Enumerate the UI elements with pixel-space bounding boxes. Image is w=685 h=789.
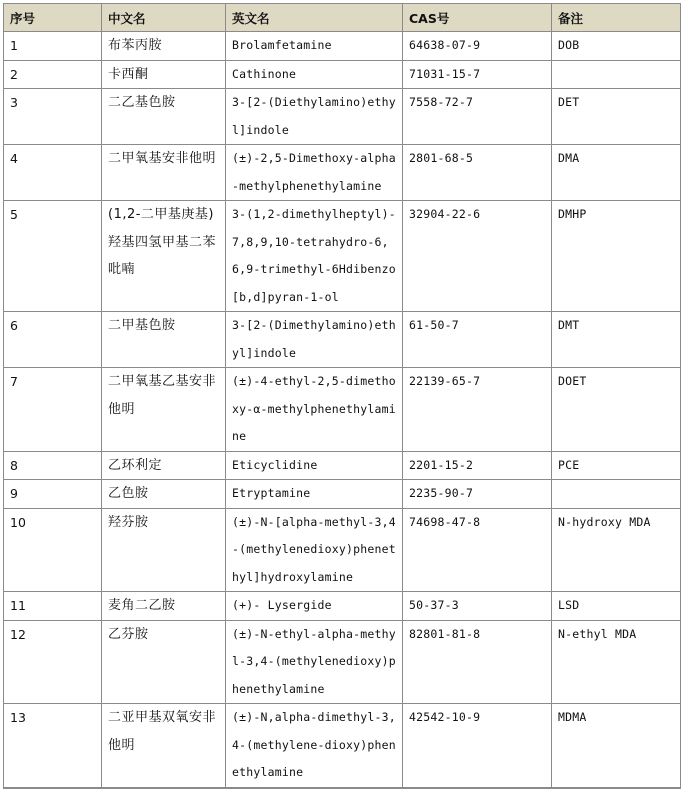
cell-no: 13 <box>4 704 102 788</box>
table-body <box>4 32 681 789</box>
cell-no <box>4 787 102 788</box>
cell-english-name: 3-[2-(Dimethylamino)ethyl]indole <box>226 312 403 368</box>
cell-note: DMT <box>552 312 681 368</box>
cell-chinese-name: 卡西酮 <box>102 60 226 89</box>
cell-chinese-name: 麦角二乙胺 <box>102 592 226 621</box>
cell-note: N-ethyl MDA <box>552 620 681 704</box>
header-row <box>4 4 681 32</box>
cell-english-name: Eticyclidine <box>226 451 403 480</box>
cell-no: 7 <box>4 368 102 452</box>
cell-cas <box>403 787 552 788</box>
cell-english-name: (±)-4-ethyl-2,5-dimethoxy-α-methylphenethylamine <box>226 368 403 452</box>
cell-cas: 2201-15-2 <box>403 451 552 480</box>
cell-no: 12 <box>4 620 102 704</box>
cell-note: PCE <box>552 451 681 480</box>
cell-chinese-name: 乙环利定 <box>102 451 226 480</box>
table-row <box>4 592 681 621</box>
drug-table <box>3 3 681 789</box>
cell-cas: 61-50-7 <box>403 312 552 368</box>
cell-cas: 71031-15-7 <box>403 60 552 89</box>
table-row <box>4 312 681 368</box>
cell-cas: 50-37-3 <box>403 592 552 621</box>
table-row <box>4 704 681 788</box>
cell-chinese-name: 二乙基色胺 <box>102 89 226 145</box>
cell-no: 8 <box>4 451 102 480</box>
table-row <box>4 60 681 89</box>
cell-english-name: Brolamfetamine <box>226 32 403 61</box>
cell-cas: 82801-81-8 <box>403 620 552 704</box>
cell-chinese-name: 布苯丙胺 <box>102 32 226 61</box>
table-row <box>4 480 681 509</box>
cell-cas: 7558-72-7 <box>403 89 552 145</box>
cell-note <box>552 480 681 509</box>
table-header <box>4 4 681 32</box>
cell-english-name: 3-[2-(Diethylamino)ethyl]indole <box>226 89 403 145</box>
table-row <box>4 620 681 704</box>
cell-english-name: Cathinone <box>226 60 403 89</box>
cell-no: 11 <box>4 592 102 621</box>
table-row <box>4 368 681 452</box>
header-english-name: 英文名 <box>226 4 403 32</box>
header-chinese-name: 中文名 <box>102 4 226 32</box>
header-cas: CAS号 <box>403 4 552 32</box>
cell-note: N-hydroxy MDA <box>552 508 681 592</box>
cell-chinese-name: (1,2-二甲基庚基)羟基四氢甲基二苯吡喃 <box>102 201 226 312</box>
cell-no: 9 <box>4 480 102 509</box>
cell-no: 3 <box>4 89 102 145</box>
cell-no: 10 <box>4 508 102 592</box>
cell-chinese-name: 二甲基色胺 <box>102 312 226 368</box>
cell-chinese-name: 二甲氧基乙基安非他明 <box>102 368 226 452</box>
cell-english-name: (±)-N-[alpha-methyl-3,4-(methylenedioxy)phenethyl]hydroxylamine <box>226 508 403 592</box>
header-note: 备注 <box>552 4 681 32</box>
cell-note: DMA <box>552 145 681 201</box>
cell-cas: 74698-47-8 <box>403 508 552 592</box>
table-row <box>4 32 681 61</box>
cell-note <box>552 787 681 788</box>
table-row <box>4 201 681 312</box>
cell-chinese-name: 乙色胺 <box>102 480 226 509</box>
table-row <box>4 89 681 145</box>
table-row <box>4 451 681 480</box>
cell-cas: 22139-65-7 <box>403 368 552 452</box>
cell-note: DET <box>552 89 681 145</box>
cell-no: 6 <box>4 312 102 368</box>
cell-english-name: Etryptamine <box>226 480 403 509</box>
cell-note: DOET <box>552 368 681 452</box>
cell-chinese-name: 二甲氧基安非他明 <box>102 145 226 201</box>
cell-english-name: (±)-N-ethyl-alpha-methyl-3,4-(methylenedioxy)phenethylamine <box>226 620 403 704</box>
cell-english-name: (±)-2,5-Dimethoxy-alpha-methylphenethylamine <box>226 145 403 201</box>
cell-english-name: (±)-N,alpha-dimethyl-3,4-(methylene-dioxy)phenethylamine <box>226 704 403 788</box>
cell-chinese-name: 二亚甲基双氧安非他明 <box>102 704 226 788</box>
cell-english-name <box>226 787 403 788</box>
cell-no: 5 <box>4 201 102 312</box>
cell-note <box>552 60 681 89</box>
cell-cas: 2235-90-7 <box>403 480 552 509</box>
cell-no: 2 <box>4 60 102 89</box>
cell-cas: 64638-07-9 <box>403 32 552 61</box>
cell-note: DMHP <box>552 201 681 312</box>
table-row <box>4 508 681 592</box>
table-row <box>4 145 681 201</box>
cell-note: DOB <box>552 32 681 61</box>
cell-cas: 42542-10-9 <box>403 704 552 788</box>
cell-note: MDMA <box>552 704 681 788</box>
cell-chinese-name: 乙芬胺 <box>102 620 226 704</box>
cell-cas: 32904-22-6 <box>403 201 552 312</box>
cell-chinese-name: 羟芬胺 <box>102 508 226 592</box>
cell-no: 4 <box>4 145 102 201</box>
header-no: 序号 <box>4 4 102 32</box>
cell-chinese-name <box>102 787 226 788</box>
cell-note: LSD <box>552 592 681 621</box>
table-row <box>4 787 681 788</box>
cell-cas: 2801-68-5 <box>403 145 552 201</box>
cell-english-name: 3-(1,2-dimethylheptyl)-7,8,9,10-tetrahydro-6,6,9-trimethyl-6Hdibenzo[b,d]pyran-1-ol <box>226 201 403 312</box>
cell-no: 1 <box>4 32 102 61</box>
cell-english-name: (+)- Lysergide <box>226 592 403 621</box>
